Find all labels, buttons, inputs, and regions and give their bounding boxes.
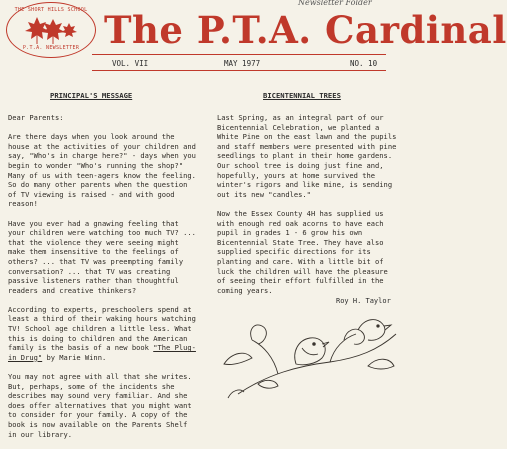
handwritten-note: Newsletter Folder: [298, 0, 372, 7]
message-paragraph-4: You may not agree with all that she writes. But, perhaps, some of the incidents she describes may sound very familiar. And she does offer alternatives that you might want to consider for your family. A copy of the book is now available on the Parents Shelf in our library.: [8, 372, 192, 439]
maple-leaves-icon: [23, 15, 81, 45]
principals-message-heading: PRINCIPAL'S MESSAGE: [50, 91, 133, 100]
issue-date: MAY 1977: [224, 59, 261, 68]
newsletter-title: The P.T.A. Cardinal: [104, 8, 507, 52]
seal-bottom-text: P.T.A. NEWSLETTER: [22, 45, 80, 51]
salutation: Dear Parents:: [8, 113, 64, 122]
message-paragraph-3: According to experts, preschoolers spend at least a third of their waking hours watching TV! School age children a little less. What this is doing to children and the American family is the basis of a new book "The Plug-in Drug" by Marie Winn.: [8, 304, 196, 362]
birds-on-branch-drawing: [218, 304, 400, 400]
bicentennial-trees-heading: BICENTENNIAL TREES: [263, 91, 341, 100]
message-paragraph-2: Have you ever had a gnawing feeling that your children were watching too much TV? ... that the violence they were seeing might make them insensitive to the feelings of others? ... that TV was preempting family conversation? ... that TV was creating passive listeners rather than thoughtful readers and creative thinkers?: [8, 218, 196, 295]
signature: Roy H. Taylor: [336, 297, 391, 305]
header-rule-top: [92, 54, 386, 55]
header-rule-bottom: [92, 70, 386, 71]
principals-message-column: [8, 113, 198, 449]
school-seal: [6, 2, 96, 58]
volume-label: VOL. VII: [112, 59, 149, 68]
issue-number: NO. 10: [350, 59, 378, 68]
trees-paragraph-1: Last Spring, as an integral part of our Bicentennial Celebration, we planted a White Pine on the east lawn and the pupils and staff members were presented with pine seedlings to plant in their home gardens. Our school tree is doing just fine and, hopefully, yours at home survived the winter's rigors and like mine, is sending out its new "candles.": [217, 113, 397, 199]
book-title: "The Plug-in Drug": [8, 343, 196, 362]
bicentennial-trees-column: [217, 113, 397, 305]
trees-paragraph-2: Now the Essex County 4H has supplied us with enough red oak acorns to have each pupil in grades 1 - 6 grow his own Bicentennial State Tree. They have also supplied specific directions for its planting and care. With a little bit of luck the children will have the pleasure of seeing their effort fulfilled in the coming years.: [217, 208, 388, 295]
seal-top-text: THE SHORT HILLS SCHOOL: [14, 7, 88, 13]
message-paragraph-1: Are there days when you look around the house at the activities of your children and say, "Who's in charge here?" - days when you begin to wonder "Who's running the shop?" Many of us with teen-agers know the feeling. So do many other parents when the question of TV viewing is raised - and with good reason!: [8, 132, 196, 209]
